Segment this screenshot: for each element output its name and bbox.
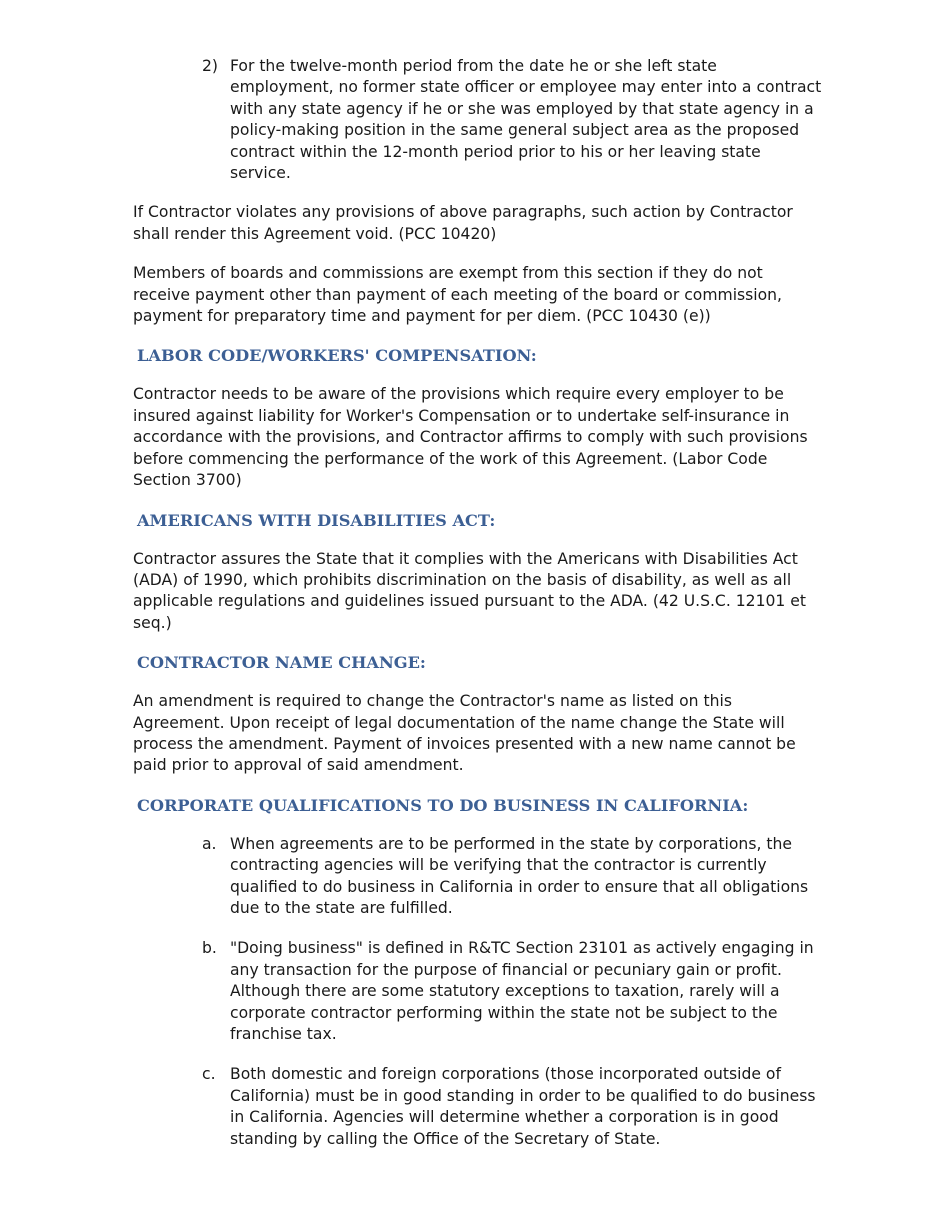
item-marker: a. [202,834,217,853]
list-item-c [133,1064,823,1150]
labor-code-paragraph: Contractor needs to be aware of the provisions which require every employer to be insured against liability for Worker's Compensation or to undertake self-insurance in accordance with the provisions, and Contractor affirms to comply with such provisions before commencing the performance of the work of this Agreement. (Labor Code Section 3700) [133,385,808,490]
item-text: When agreements are to be performed in the state by corporations, the contracting agencies will be verifying that the contractor is currently qualified to do business in California in order to ensure that all obligations due to the state are fulfilled. [230,834,809,917]
list-item-a [133,834,823,920]
item-text: Both domestic and foreign corporations (those incorporated outside of California) must be in good standing in order to be qualified to do business in California. Agencies will determine whether a corporation is in good standing by calling the Office of the Secretary of State. [230,1065,816,1148]
name-change-heading: CONTRACTOR NAME CHANGE: [137,653,426,673]
members-exemption-paragraph: Members of boards and commissions are exempt from this section if they do not receive payment other than payment of each meeting of the board or commission, payment for preparatory time and payment for per diem. (PCC 10430 (e)) [133,264,783,326]
name-change-paragraph: An amendment is required to change the Contractor's name as listed on this Agreement. Upon receipt of legal documentation of the name change the State will process the amendment. Payment of invoices presented with a new name cannot be paid prior to approval of said amendment. [133,692,796,775]
ada-heading: AMERICANS WITH DISABILITIES ACT: [137,510,496,530]
document-page [133,56,823,1169]
item-marker: 2) [202,57,219,75]
ada-paragraph: Contractor assures the State that it complies with the Americans with Disabilities Act (ADA) of 1990, which prohibits discrimination on the basis of disability, as well as all applicable regulations and guidelines issued pursuant to the ADA. (42 U.S.C. 12101 et seq.) [133,549,807,632]
numbered-item-2 [133,56,823,184]
labor-code-heading: LABOR CODE/WORKERS' COMPENSATION: [137,346,537,366]
list-item-b [133,938,823,1045]
violation-paragraph: If Contractor violates any provisions of above paragraphs, such action by Contractor shall render this Agreement void. (PCC 10420) [133,203,793,243]
item-text: "Doing business" is defined in R&TC Section 23101 as actively engaging in any transaction for the purpose of financial or pecuniary gain or profit. Although there are some statutory exceptions to taxation, rarely will a corporate contractor performing within the state not be subject to the franchise tax. [230,939,814,1043]
item-text: For the twelve-month period from the date he or she left state employment, no former state officer or employee may enter into a contract with any state agency if he or she was employed by that state agency in a policy-making position in the same general subject area as the proposed contract within the 12-month period prior to his or her leaving state service. [230,57,822,183]
item-marker: c. [202,1065,216,1084]
corporate-qualifications-heading: CORPORATE QUALIFICATIONS TO DO BUSINESS IN CALIFORNIA: [137,795,749,815]
item-marker: b. [202,939,217,958]
